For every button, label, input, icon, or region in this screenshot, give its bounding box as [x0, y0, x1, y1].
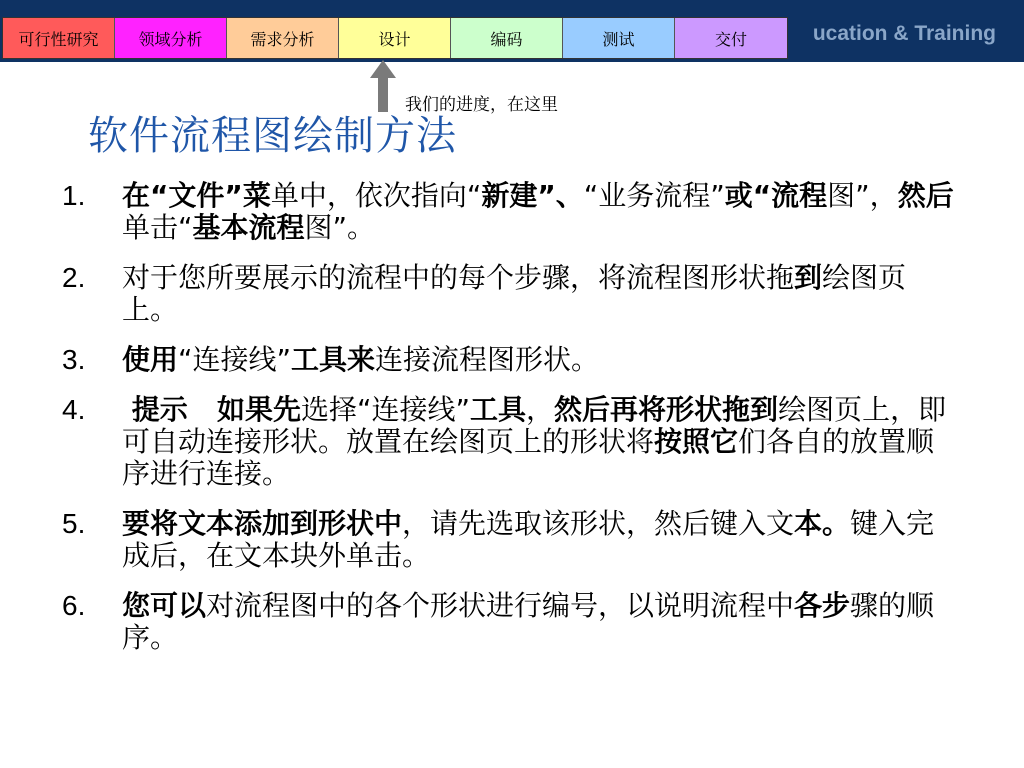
step-text-segment: 您可以 [122, 589, 207, 622]
step-text-segment: 图”， [827, 179, 898, 212]
step-text-segment: 骤的顺序。 [122, 589, 935, 654]
step-text-segment: ”菜 [224, 179, 271, 212]
step-text-segment: 新建”、 [481, 179, 584, 212]
progress-note: 我们的进度，在这里 [405, 95, 558, 115]
step-item [56, 508, 956, 572]
step-number: 3. [62, 344, 86, 375]
step-text-segment: 然后再将形状拖到 [554, 393, 779, 426]
step-text-segment: 绘图页上。 [122, 261, 907, 326]
step-item [56, 590, 956, 654]
step-text-segment: 按照它 [654, 425, 739, 458]
phase-feasibility: 可行性研究 [3, 18, 115, 58]
step-text-segment: 文件 [168, 179, 225, 212]
phase-design: 设计 [339, 18, 451, 58]
phase-delivery: 交付 [675, 18, 787, 58]
phase-requirements: 需求分析 [227, 18, 339, 58]
step-number: 1. [62, 180, 86, 211]
step-text-segment: “连接线” [178, 343, 292, 376]
step-number: 4. [62, 394, 86, 425]
step-text-segment: 单中，依次指向“ [270, 179, 482, 212]
step-text-segment: 键入完成后，在文本块外单击。 [122, 507, 935, 572]
step-number: 5. [62, 508, 86, 539]
banner-brand-text: ucation & Training [812, 22, 996, 45]
step-text-segment: 单击“ [122, 211, 193, 244]
step-text-segment: 图”。 [304, 211, 376, 244]
phase-coding: 编码 [451, 18, 563, 58]
step-text-segment: ， [526, 393, 555, 426]
step-text-segment: 绘图页上，即可自动连接形状。放置在绘图页上的形状将 [122, 393, 947, 458]
step-text-segment: 对于您所要展示的流程中的每个步骤，将流程图形状拖 [122, 261, 795, 294]
step-text-segment: 基本流程 [192, 211, 305, 244]
step-text-segment: 对流程图中的各个形状进行编号，以说明流程中 [206, 589, 795, 622]
step-text-segment: 要将文本添加到形状中 [122, 507, 403, 540]
step-text-segment: 们各自的放置顺序进行连接。 [122, 425, 935, 490]
step-text-segment: 工具来 [291, 343, 376, 376]
steps-list [56, 180, 956, 672]
step-text-segment: 选择“连接线” [301, 393, 471, 426]
step-item [56, 394, 956, 490]
step-text-segment: 或“流程 [724, 179, 828, 212]
step-text-segment: “业务流程” [583, 179, 725, 212]
step-text-segment: 使用 [122, 343, 179, 376]
step-text-segment: ，请先选取该形状，然后键入文 [402, 507, 795, 540]
phase-domain-analysis: 领域分析 [115, 18, 227, 58]
step-text-segment: 然后 [897, 179, 954, 212]
phase-bar [2, 17, 788, 59]
phase-testing: 测试 [563, 18, 675, 58]
step-text-segment: 连接流程图形状。 [375, 343, 600, 376]
step-text-segment: 工具 [470, 393, 527, 426]
step-text-segment: 本。 [794, 507, 851, 540]
step-item [56, 344, 956, 376]
step-number: 6. [62, 590, 86, 621]
step-number: 2. [62, 262, 86, 293]
page-title: 软件流程图绘制方法 [88, 113, 457, 159]
step-text-segment: 各步 [794, 589, 851, 622]
step-item [56, 180, 956, 244]
step-text-segment: 到 [794, 261, 823, 294]
step-text-segment: 在“ [122, 179, 169, 212]
step-text-segment: 提示 如果先 [122, 393, 301, 426]
step-item [56, 262, 956, 326]
